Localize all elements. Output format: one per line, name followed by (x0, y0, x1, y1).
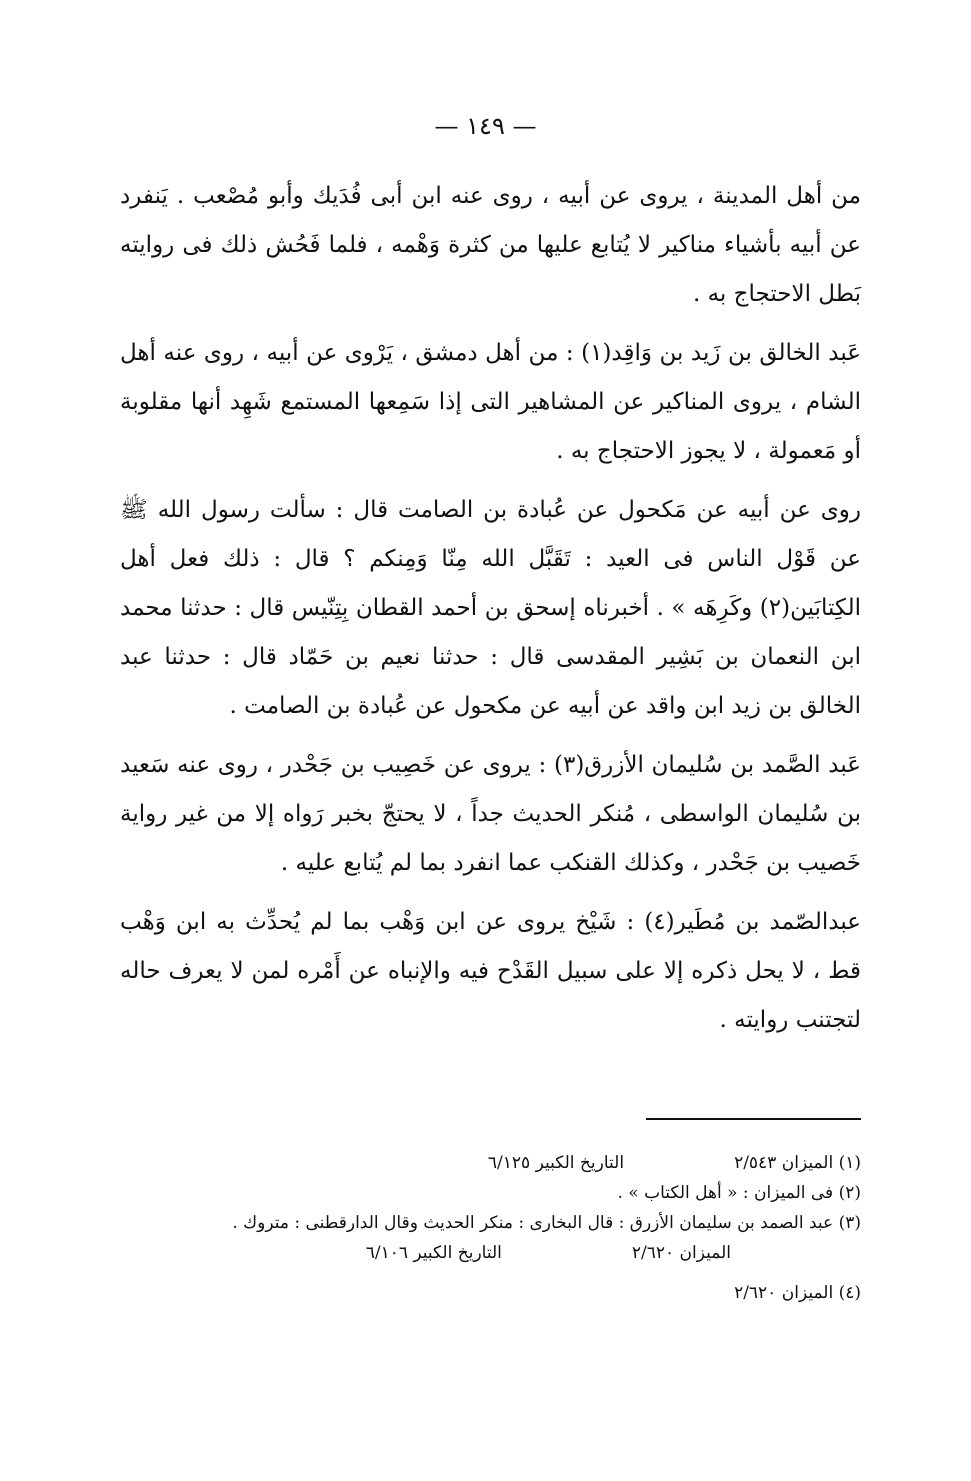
paragraph-1: من أهل المدينة ، يروى عن أبيه ، روى عنه ابن أبى فُدَيك وأبو مُصْعب . يَنفرد عن أبيه بأشياء مناكير لا يُتابع عليها من كثرة وَهْمه ، فلما فَحُش ذلك فى روايته بَطل الاحتجاج به . (120, 183, 861, 307)
page-number: — ١٤٩ — (434, 112, 537, 140)
paragraph-2: عَبد الخالق بن زَيد بن وَاقِد(١) : من أهل دمشق ، يَرْوى عن أبيه ، روى عنه أهل الشام ، يروى المناكير عن المشاهير التى إذا سَمِعها المستمع شَهِد أنها مقلوبة أو مَعمولة ، لا يجوز الاحتجاج به . (120, 340, 862, 464)
body-text (120, 172, 861, 1055)
paragraph-4: عَبد الصَّمد بن سُليمان الأزرق(٣) : يروى عن خَصِيب بن جَحْدر ، روى عنه سَعيد بن سُليمان الواسطى ، مُنكر الحديث جداً ، لا يحتجّ بخبر رَواه إلا من غير رواية خَصيب بن جَحْدر ، وكذلك القنكب عما انفرد بما لم يُتابع عليه . (120, 752, 862, 876)
footnote-1 (120, 1148, 861, 1178)
footnote-3-ref-2: التاريخ الكبير ٦/١٠٦ (365, 1243, 502, 1263)
paragraph-3: روى عن أبيه عن مَكحول عن عُبادة بن الصامت قال : سألت رسول الله ﷺ عن قَوْل الناس فى العيد : تَقَبَّل الله مِنّا وَمِنكم ؟ قال : ذلك فعل أهل الكِتابَين(٢) وكَرِهَه » . أخبرناه إسحق بن أحمد القطان بِتِنّيس قال : حدثنا محمد ابن النعمان بن بَشِير المقدسى قال : حدثنا نعيم بن حَمّاد قال : حدثنا عبد الخالق بن زيد ابن واقد عن أبيه عن مكحول عن عُبادة بن الصامت . (120, 497, 861, 719)
paragraph-5: عبدالصّمد بن مُطَير(٤) : شَيْخ يروى عن ابن وَهْب بما لم يُحدِّث به ابن وَهْب قط ، لا يحل ذكره إلا على سبيل القَدْح فيه والإنباه عن أَمْره لمن لا يعرف حاله لتجتنب روايته . (120, 909, 861, 1033)
footnote-3 (120, 1208, 861, 1238)
footnote-4-text: (٤) الميزان ٢/٦٢٠ (734, 1283, 861, 1303)
footnote-3-text: (٣) عبد الصمد بن سليمان الأزرق : قال البخارى : منكر الحديث وقال الدارقطنى : متروك . (232, 1213, 861, 1233)
footnote-3-refs (120, 1238, 861, 1268)
footnote-divider (646, 1118, 861, 1120)
footnote-1-ref: (١) الميزان ٢/٥٤٣ (734, 1153, 861, 1173)
footnotes (120, 1148, 861, 1308)
footnote-3-ref: الميزان ٢/٦٢٠ (631, 1243, 731, 1263)
footnote-2 (120, 1178, 861, 1208)
footnote-2-text: (٢) فى الميزان : « أهل الكتاب » . (617, 1183, 861, 1203)
footnote-1-ref-2: التاريخ الكبير ٦/١٢٥ (487, 1153, 625, 1173)
footnote-4 (120, 1278, 861, 1308)
